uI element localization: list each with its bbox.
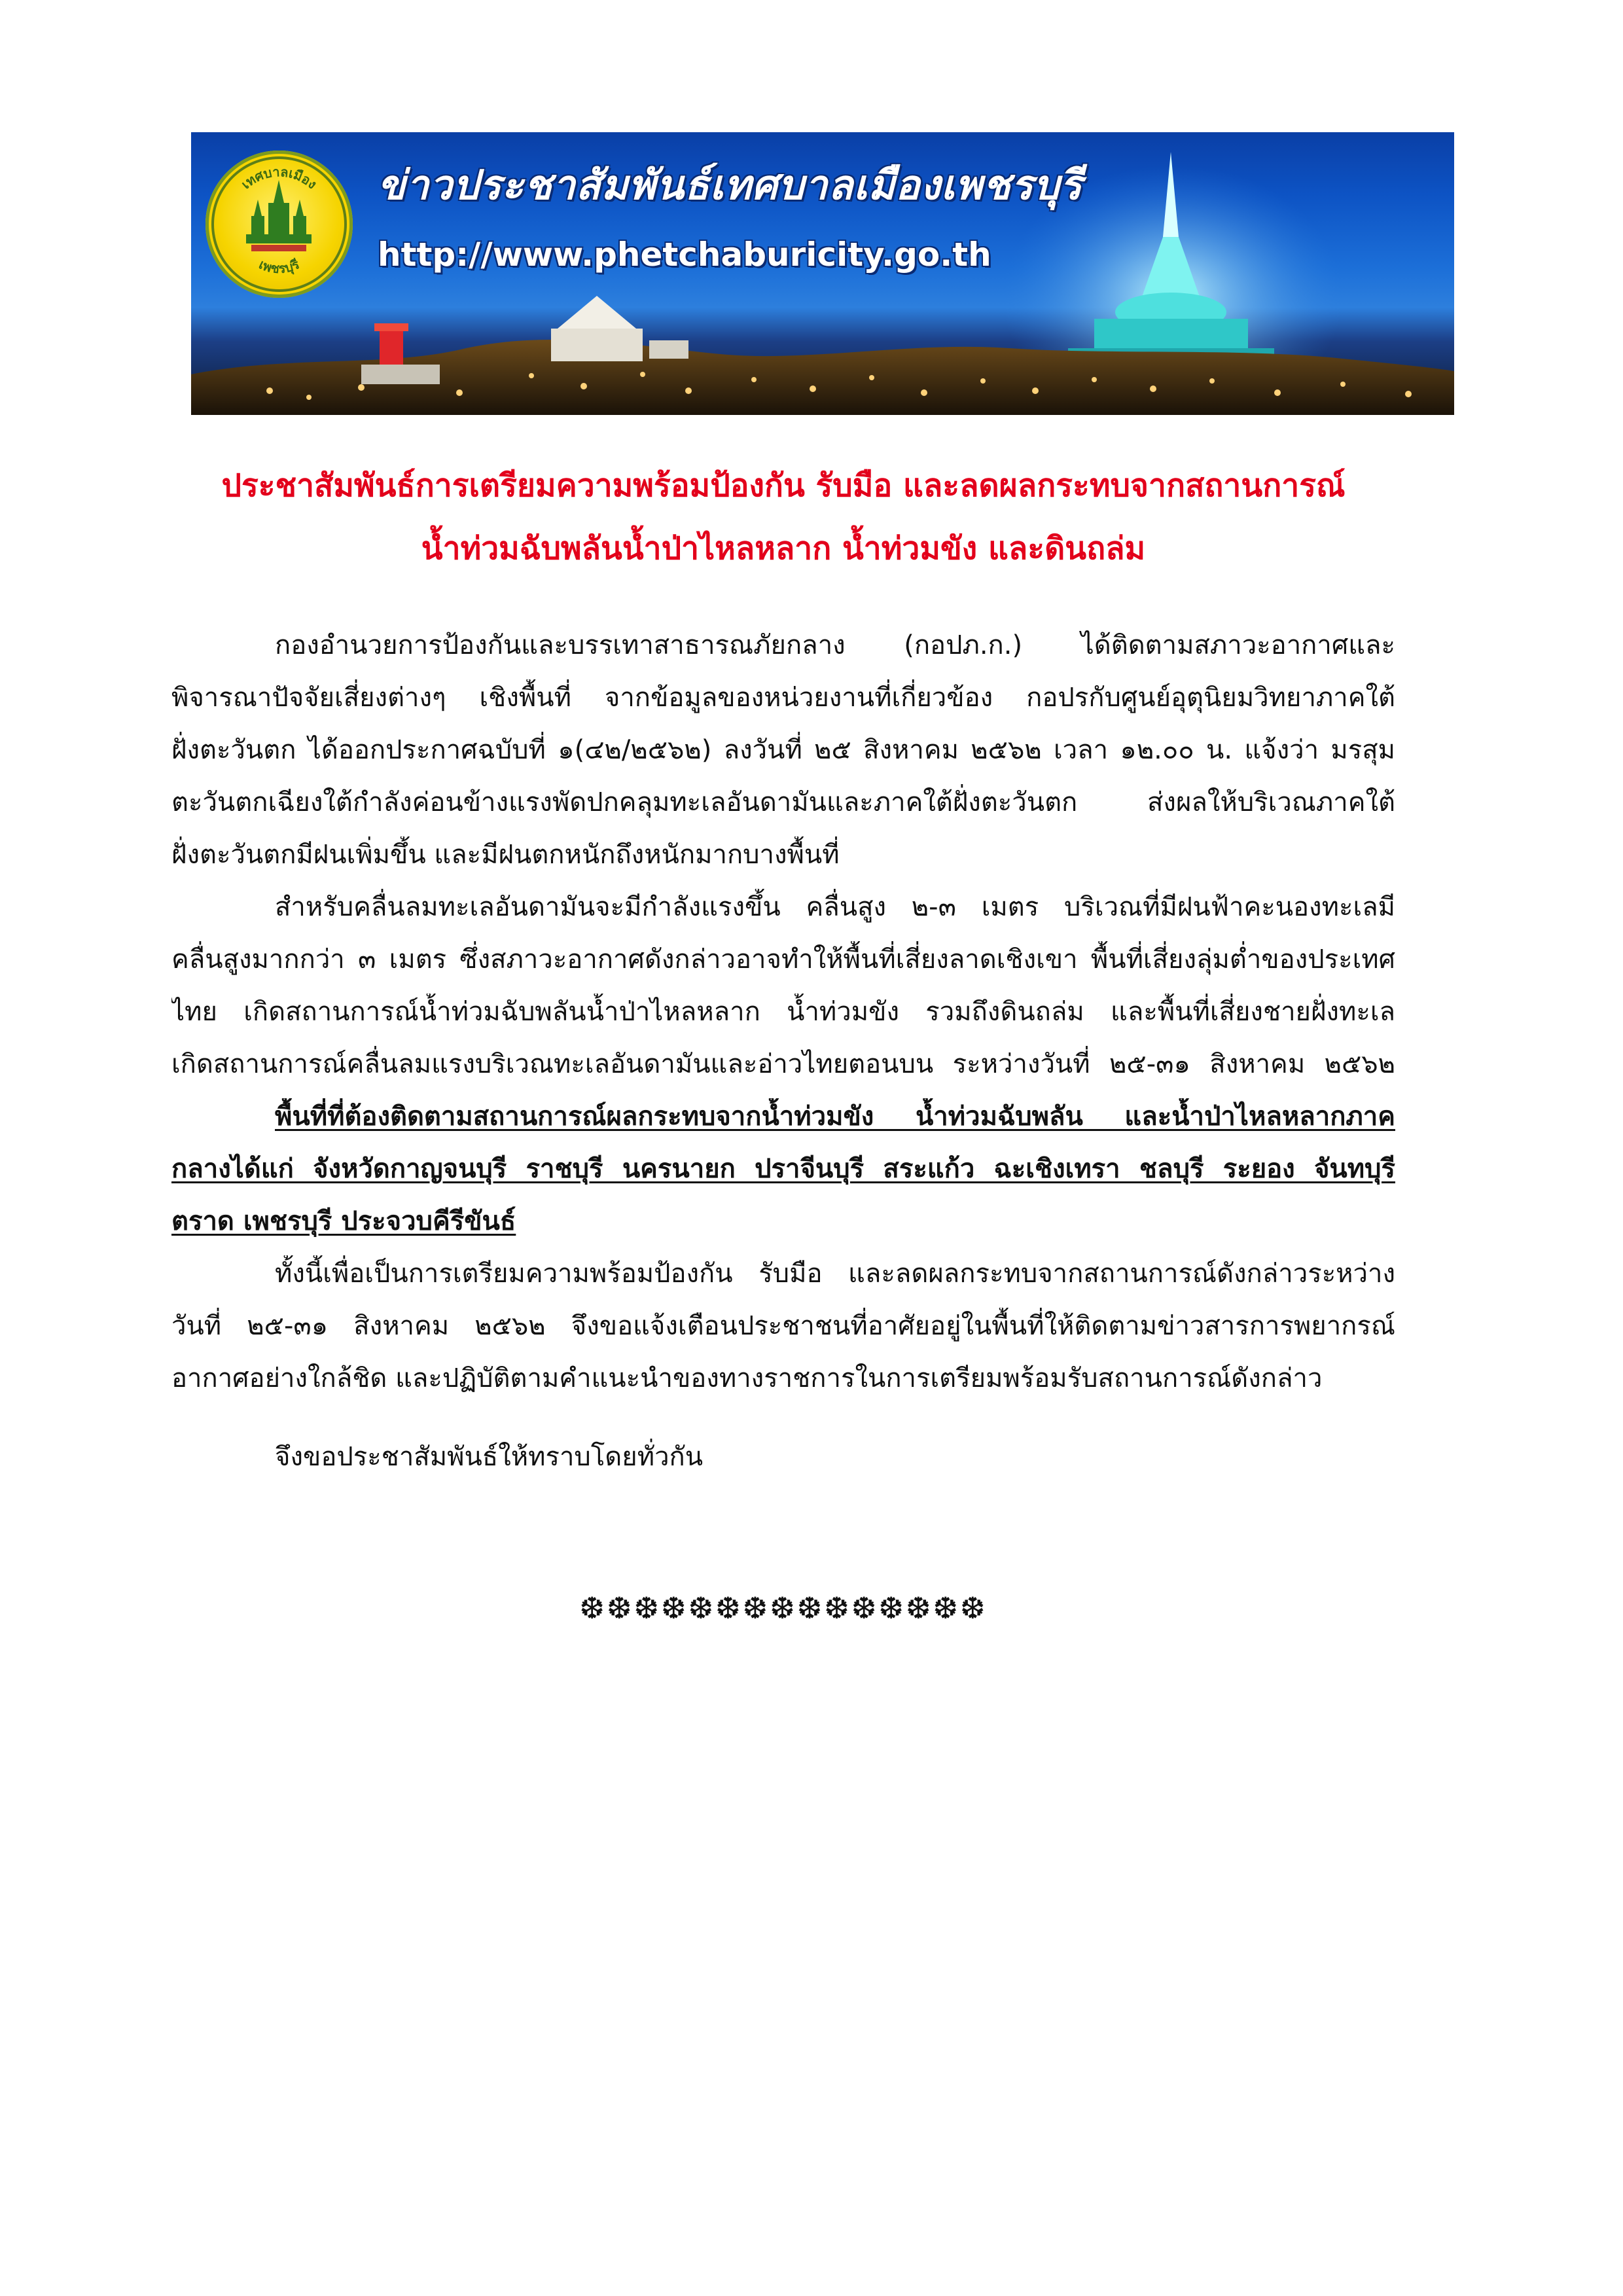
affected-areas-line: ตราด เพชรบุรี ประจวบคีรีขันธ์ [171,1206,516,1236]
paragraph-1-line: ฝั่งตะวันตกมีฝนเพิ่มขึ้น และมีฝนตกหนักถึงหนักมากบางพื้นที่ [171,840,840,870]
paragraph-4-line: วันที่ ๒๕-๓๑ สิงหาคม ๒๕๖๒ จึงขอแจ้งเตือนประชาชนที่อาศัยอยู่ในพื้นที่ให้ติดตามข่าวสารการพยากรณ์ [171,1311,1395,1341]
affected-areas-line: พื้นที่ที่ต้องติดตามสถานการณ์ผลกระทบจากน้ำท่วมขัง น้ำท่วมฉับพลัน และน้ำป่าไหลหลากภาค [275,1102,1395,1132]
municipality-seal-icon [205,151,353,298]
red-tower-icon [361,323,440,384]
banner-url: http://www.phetchaburicity.go.th [378,236,991,274]
palace-icon [551,296,688,361]
paragraph-2-line: ไทย เกิดสถานการณ์น้ำท่วมฉับพลันน้ำป่าไหลหลาก น้ำท่วมขัง รวมถึงดินถล่ม และพื้นที่เสี่ยงชายฝั่งทะเล [171,997,1395,1027]
paragraph-2-line: สำหรับคลื่นลมทะเลอันดามันจะมีกำลังแรงขึ้น คลื่นสูง ๒-๓ เมตร บริเวณที่มีฝนฟ้าคะนองทะเลมี [275,892,1395,922]
svg-text:เทศบาลเมือง: เทศบาลเมือง [238,164,320,192]
paragraph-1-line: ตะวันตกเฉียงใต้กำลังค่อนข้างแรงพัดปกคลุมทะเลอันดามันและภาคใต้ฝั่งตะวันตก ส่งผลให้บริเวณภาคใต้ [171,787,1395,817]
paragraph-1-line: พิจารณาปัจจัยเสี่ยงต่างๆ เชิงพื้นที่ จากข้อมูลของหน่วยงานที่เกี่ยวข้อง กอปรกับศูนย์อุตุนิยมวิทยาภาคใต้ [171,683,1395,713]
paragraph-1-line: กองอำนวยการป้องกันและบรรเทาสาธารณภัยกลาง (กอปภ.ก.) ได้ติดตามสภาวะอากาศและ [275,630,1395,660]
paragraph-1-line: ฝั่งตะวันตก ได้ออกประกาศฉบับที่ ๑(๔๒/๒๕๖๒) ลงวันที่ ๒๕ สิงหาคม ๒๕๖๒ เวลา ๑๒.๐๐ น. แจ้งว่า มรสุม [171,735,1395,765]
svg-text:เพชรบุรี: เพชรบุรี [256,256,302,277]
paragraph-2-line: เกิดสถานการณ์คลื่นลมแรงบริเวณทะเลอันดามันและอ่าวไทยตอนบน ระหว่างวันที่ ๒๕-๓๑ สิงหาคม ๒๕๖๒ [171,1049,1395,1079]
banner-title: ข่าวประชาสัมพันธ์เทศบาลเมืองเพชรบุรี [378,161,1082,209]
document-heading-line-1: ประชาสัมพันธ์การเตรียมความพร้อมป้องกัน รับมือ และลดผลกระทบจากสถานการณ์ [221,467,1346,504]
paragraph-4-line: ทั้งนี้เพื่อเป็นการเตรียมความพร้อมป้องกัน รับมือ และลดผลกระทบจากสถานการณ์ดังกล่าวระหว่าง [275,1259,1395,1289]
document-heading-line-2: น้ำท่วมฉับพลันน้ำป่าไหลหลาก น้ำท่วมขัง และดินถล่ม [421,530,1146,567]
paragraph-2-line: คลื่นสูงมากกว่า ๓ เมตร ซึ่งสภาวะอากาศดังกล่าวอาจทำให้พื้นที่เสี่ยงลาดเชิงเขา พื้นที่เสี่ยงลุ่มต่ำของประเทศ [171,944,1395,975]
snowflake-divider: ❆❆❆❆❆❆❆❆❆❆❆❆❆❆❆ [579,1590,988,1626]
header-banner [191,132,1454,415]
affected-areas-line: กลางได้แก่ จังหวัดกาญจนบุรี ราชบุรี นครนายก ปราจีนบุรี สระแก้ว ฉะเชิงเทรา ชลบุรี ระยอง จันทบุรี [171,1154,1395,1184]
closing-line: จึงขอประชาสัมพันธ์ให้ทราบโดยทั่วกัน [275,1442,704,1472]
paragraph-4-line: อากาศอย่างใกล้ชิด และปฏิบัติตามคำแนะนำของทางราชการในการเตรียมพร้อมรับสถานการณ์ดังกล่าว [171,1363,1323,1393]
